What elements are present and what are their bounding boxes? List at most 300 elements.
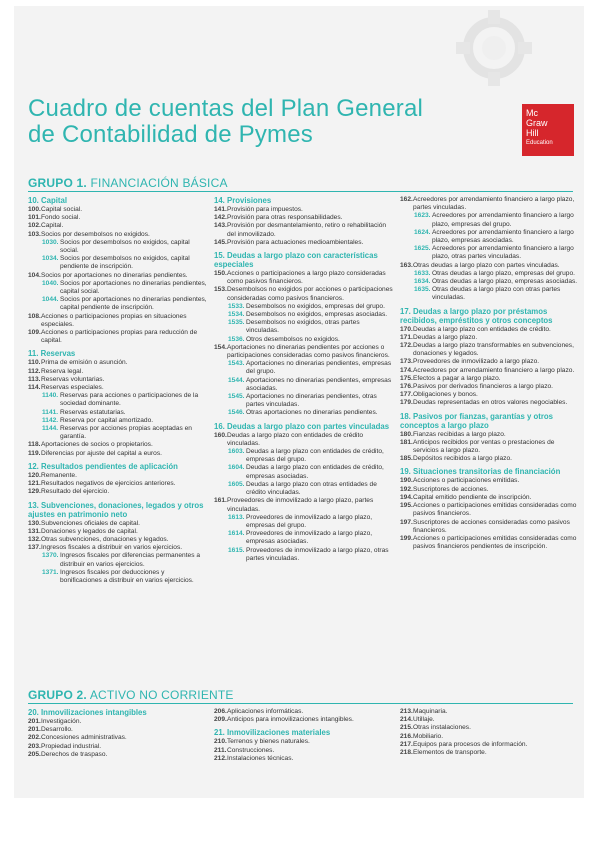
- account-description: Otras aportaciones no dinerarias pendientes.: [246, 409, 378, 417]
- account-item: [214, 286, 394, 302]
- account-description: Socios por aportaciones no dinerarias pendientes, capital pendiente de inscripción.: [60, 296, 207, 312]
- account-code: 172.: [400, 342, 413, 350]
- section-code: 20.: [28, 708, 42, 717]
- account-description: Desembolsos no exigidos, otras partes vinculadas.: [246, 319, 360, 335]
- subaccount-item: [214, 448, 394, 464]
- group-1-column-1: [28, 196, 208, 585]
- account-item: [28, 528, 208, 536]
- account-description: Aportaciones de socios o propietarios.: [41, 441, 153, 449]
- subaccount-item: [400, 245, 578, 261]
- group-1-name: FINANCIACIÓN BÁSICA: [90, 176, 228, 190]
- account-description: Investigación.: [41, 718, 82, 725]
- account-description: Desembolsos no exigidos, empresas del grupo.: [246, 302, 385, 310]
- account-code: 1635.: [414, 286, 431, 294]
- account-code: 216.: [400, 732, 413, 740]
- account-description: Ingresos fiscales a distribuir en varios ejercicios.: [41, 544, 183, 552]
- account-description: Acreedores por arrendamiento financiero a largo plazo, empresas asociadas.: [432, 228, 574, 245]
- account-item: [28, 384, 208, 392]
- section-code: 17.: [400, 306, 414, 316]
- account-item: [28, 214, 208, 222]
- group-2-column-1: [28, 708, 208, 759]
- account-item: [400, 716, 578, 724]
- account-code: 1623.: [414, 212, 431, 220]
- subaccount-item: [214, 319, 394, 335]
- account-description: Maquinaria.: [413, 708, 448, 715]
- account-item: [28, 536, 208, 544]
- account-description: Otras subvenciones, donaciones y legados.: [41, 535, 169, 543]
- subaccount-item: [28, 409, 208, 417]
- subaccount-item: [214, 377, 394, 393]
- account-description: Deudas a largo plazo con otras entidades de crédito vinculadas.: [246, 480, 377, 497]
- subaccount-item: [400, 286, 578, 302]
- account-description: Capital emitido pendiente de inscripción.: [413, 493, 532, 501]
- section-code: 16.: [214, 421, 228, 431]
- account-item: [400, 502, 578, 518]
- account-code: 101.: [28, 214, 41, 222]
- account-code: 1613.: [228, 513, 245, 521]
- account-item: [28, 222, 208, 230]
- account-description: Proveedores de inmovilizado a largo plazo.: [413, 358, 540, 366]
- account-code: 217.: [400, 740, 413, 748]
- account-description: Socios por desembolsos no exigidos, capital social.: [60, 238, 190, 255]
- account-code: 1543.: [228, 360, 245, 368]
- section-heading: [28, 196, 208, 205]
- account-item: [28, 520, 208, 528]
- account-description: Socios por aportaciones no dinerarias pendientes, capital social.: [60, 279, 207, 296]
- account-code: 202.: [28, 734, 41, 742]
- account-code: 212.: [214, 754, 227, 762]
- account-description: Subvenciones oficiales de capital.: [41, 519, 140, 527]
- account-item: [28, 368, 208, 376]
- account-code: 176.: [400, 383, 413, 391]
- title-line-1: Cuadro de cuentas del Plan General: [28, 95, 424, 122]
- account-description: Ingresos fiscales por diferencias permanentes a distribuir en varios ejercicios.: [60, 552, 201, 568]
- account-item: [400, 733, 578, 741]
- account-item: [28, 726, 208, 734]
- section-code: 15.: [214, 251, 228, 261]
- section-code: 12.: [28, 461, 42, 471]
- account-description: Aplicaciones informáticas.: [227, 708, 304, 715]
- account-description: Deudas a largo plazo transformables en subvenciones, donaciones y legados.: [413, 342, 574, 358]
- account-description: Socios por desembolsos no exigidos, capital pendiente de inscripción.: [60, 255, 190, 271]
- account-code: 1624.: [414, 228, 431, 236]
- account-code: 118.: [28, 441, 41, 449]
- section-title: Subvenciones, donaciones, legados y otros ajustes en patrimonio neto: [28, 500, 204, 519]
- subaccount-item: [400, 270, 578, 278]
- account-code: 1603.: [228, 448, 245, 456]
- section-code: 14.: [214, 196, 228, 205]
- account-code: 153.: [214, 286, 227, 294]
- account-item: [400, 486, 578, 494]
- group-2-divider: [28, 703, 573, 704]
- group-2-heading: [28, 688, 234, 702]
- subaccount-item: [214, 360, 394, 376]
- account-description: Fondo social.: [41, 214, 81, 222]
- account-description: Ingresos fiscales por deducciones y bonificaciones a distribuir en varios ejercicios.: [60, 568, 194, 584]
- account-code: 1040.: [42, 279, 59, 287]
- subaccount-item: [214, 409, 394, 417]
- account-item: [28, 544, 208, 552]
- account-code: 1034.: [42, 255, 59, 263]
- group-2-column-2: [214, 708, 394, 763]
- group-1-column-3: [400, 196, 578, 551]
- account-description: Deudas a largo plazo con entidades de crédito vinculadas.: [227, 431, 363, 447]
- account-item: [214, 206, 394, 214]
- account-item: [400, 383, 578, 391]
- section-title: Resultados pendientes de aplicación: [41, 461, 178, 471]
- account-code: 1633.: [414, 269, 431, 277]
- account-code: 1141.: [42, 408, 59, 416]
- account-item: [400, 334, 578, 342]
- subaccount-item: [214, 303, 394, 311]
- account-code: 175.: [400, 374, 413, 382]
- account-item: [28, 441, 208, 449]
- account-item: [400, 431, 578, 439]
- account-description: Pasivos por derivados financieros a largo plazo.: [413, 383, 554, 391]
- account-item: [214, 738, 394, 746]
- account-code: 142.: [214, 214, 227, 222]
- section-heading: [214, 422, 394, 431]
- account-description: Deudas a largo plazo con entidades de crédito.: [413, 325, 551, 333]
- account-item: [28, 231, 208, 239]
- title-line-2: de Contabilidad de Pymes: [28, 121, 313, 148]
- section-title: Deudas a largo plazo por préstamos recibidos, empréstitos y otros conceptos: [400, 306, 553, 325]
- account-code: 104.: [28, 271, 41, 279]
- account-item: [400, 519, 578, 535]
- account-description: Otras deudas a largo plazo, empresas asociadas.: [432, 278, 578, 286]
- subaccount-item: [28, 552, 208, 568]
- document-sheet: [14, 6, 584, 798]
- account-description: Reservas estatutarias.: [60, 408, 126, 416]
- account-code: 113.: [28, 375, 41, 383]
- account-description: Terrenos y bienes naturales.: [227, 738, 310, 746]
- account-description: Prima de emisión o asunción.: [41, 359, 128, 367]
- account-code: 120.: [28, 471, 41, 479]
- account-description: Desembolsos no exigidos, empresas asociadas.: [246, 311, 388, 319]
- account-description: Acciones o participaciones a largo plazo consideradas como pasivos financieros.: [227, 270, 386, 286]
- account-code: 205.: [28, 750, 41, 758]
- account-code: 1142.: [42, 416, 59, 424]
- account-code: 145.: [214, 238, 227, 246]
- section-heading: [400, 412, 578, 430]
- account-code: 102.: [28, 222, 41, 230]
- account-description: Reservas para acciones o participaciones de la sociedad dominante.: [60, 392, 199, 408]
- subaccount-item: [28, 392, 208, 408]
- account-code: 1536.: [228, 335, 245, 343]
- account-description: Capital social.: [41, 206, 83, 213]
- account-description: Proveedores de inmovilizado a largo plazo, otras partes vinculadas.: [246, 546, 389, 562]
- account-item: [400, 375, 578, 383]
- account-code: 215.: [400, 724, 413, 732]
- account-item: [28, 751, 208, 759]
- account-description: Desembolsos no exigidos por acciones o participaciones consideradas como pasivos financieros.: [227, 286, 393, 302]
- account-code: 195.: [400, 502, 413, 510]
- account-code: 174.: [400, 366, 413, 374]
- account-code: 1030.: [42, 238, 59, 246]
- account-item: [28, 488, 208, 496]
- account-description: Derechos de traspaso.: [41, 750, 108, 758]
- account-code: 192.: [400, 485, 413, 493]
- subaccount-item: [214, 530, 394, 546]
- section-code: 19.: [400, 467, 414, 477]
- account-description: Acreedores por arrendamiento financiero a largo plazo, empresas del grupo.: [432, 212, 574, 228]
- account-item: [28, 734, 208, 742]
- account-description: Anticipos recibidos por ventas o prestaciones de servicios a largo plazo.: [413, 438, 555, 455]
- account-item: [28, 376, 208, 384]
- account-item: [400, 358, 578, 366]
- account-description: Resultado del ejercicio.: [41, 488, 110, 496]
- account-item: [28, 743, 208, 751]
- account-code: 194.: [400, 493, 413, 501]
- account-code: 132.: [28, 535, 41, 543]
- account-code: 150.: [214, 270, 227, 278]
- subaccount-item: [400, 212, 578, 228]
- account-code: 1625.: [414, 245, 431, 253]
- account-code: 179.: [400, 399, 413, 407]
- section-code: 11.: [28, 349, 41, 359]
- subaccount-item: [28, 239, 208, 255]
- account-code: 209.: [214, 716, 227, 724]
- account-item: [28, 206, 208, 214]
- account-code: 1144.: [42, 425, 59, 433]
- section-title: Deudas a largo plazo con partes vinculadas: [227, 421, 390, 431]
- account-description: Provisión para actuaciones medioambientales.: [227, 238, 364, 246]
- section-title: Inmovilizaciones materiales: [227, 728, 331, 738]
- subaccount-item: [28, 417, 208, 425]
- account-code: 1533.: [228, 302, 245, 310]
- account-code: 1615.: [228, 546, 245, 554]
- account-code: 109.: [28, 329, 41, 337]
- section-heading: [28, 349, 208, 358]
- subaccount-item: [214, 481, 394, 497]
- account-code: 130.: [28, 519, 41, 527]
- account-description: Proveedores de inmovilizado a largo plazo, partes vinculadas.: [227, 497, 374, 513]
- account-description: Aportaciones no dinerarias pendientes, empresas del grupo.: [246, 360, 392, 376]
- account-code: 171.: [400, 333, 413, 341]
- account-description: Aportaciones no dinerarias pendientes, otras partes vinculadas.: [246, 393, 377, 409]
- account-description: Depósitos recibidos a largo plazo.: [413, 455, 512, 463]
- account-description: Reserva legal.: [41, 367, 84, 375]
- account-code: 185.: [400, 455, 413, 463]
- account-description: Mobiliario.: [413, 732, 444, 740]
- account-item: [214, 239, 394, 247]
- account-item: [214, 708, 394, 716]
- account-code: 1604.: [228, 464, 245, 472]
- account-code: 131.: [28, 527, 41, 535]
- account-item: [400, 535, 578, 551]
- account-description: Provisión por desmantelamiento, retiro o rehabilitación del inmovilizado.: [227, 222, 387, 238]
- section-title: Reservas: [40, 349, 76, 359]
- section-heading: [28, 708, 208, 717]
- section-code: 13.: [28, 500, 42, 510]
- account-item: [400, 708, 578, 716]
- account-description: Obligaciones y bonos.: [413, 391, 478, 399]
- account-code: 190.: [400, 477, 413, 485]
- section-code: 10.: [28, 196, 42, 205]
- account-code: 1545.: [228, 393, 245, 401]
- subaccount-item: [214, 547, 394, 563]
- account-description: Deudas a largo plazo.: [413, 333, 478, 341]
- account-item: [214, 755, 394, 763]
- account-description: Acciones o participaciones emitidas consideradas como pasivos financieros.: [413, 502, 577, 518]
- account-description: Acreedores por arrendamiento financiero a largo plazo.: [413, 366, 575, 374]
- subaccount-item: [400, 229, 578, 245]
- account-description: Otras deudas a largo plazo con partes vinculadas.: [413, 261, 560, 269]
- account-code: 218.: [400, 749, 413, 757]
- account-item: [400, 455, 578, 463]
- section-title: Inmovilizaciones intangibles: [41, 708, 147, 717]
- account-code: 161.: [214, 497, 227, 505]
- account-code: 114.: [28, 384, 41, 392]
- account-code: 1614.: [228, 530, 245, 538]
- account-code: 1535.: [228, 319, 245, 327]
- subaccount-item: [214, 336, 394, 344]
- account-description: Anticipos para inmovilizaciones intangibles.: [227, 716, 354, 724]
- account-code: 162.: [400, 196, 413, 203]
- account-description: Otras deudas a largo plazo, empresas del grupo.: [432, 269, 575, 277]
- account-item: [214, 270, 394, 286]
- group-1-divider: [28, 191, 573, 192]
- account-description: Capital.: [41, 222, 64, 230]
- group-1-heading: [28, 176, 228, 190]
- account-description: Reserva por capital amortizado.: [60, 416, 154, 424]
- account-description: Remanente.: [41, 471, 77, 479]
- account-item: [400, 724, 578, 732]
- account-description: Deudas representadas en otros valores negociables.: [413, 399, 568, 407]
- account-code: 1044.: [42, 296, 59, 304]
- account-code: 154.: [214, 343, 227, 351]
- account-code: 1370.: [42, 552, 59, 560]
- account-code: 119.: [28, 449, 41, 457]
- group-1-column-2: [214, 196, 394, 563]
- section-title: Deudas a largo plazo con características especiales: [214, 251, 378, 270]
- group-2-name: ACTIVO NO CORRIENTE: [89, 688, 234, 702]
- account-description: Instalaciones técnicas.: [227, 754, 294, 762]
- subaccount-item: [28, 569, 208, 585]
- mcgraw-hill-logo: Mc Graw Hill Education: [522, 104, 574, 156]
- account-description: Donaciones y legados de capital.: [41, 527, 138, 535]
- account-description: Proveedores de inmovilizado a largo plazo, empresas del grupo.: [246, 513, 373, 529]
- account-code: 170.: [400, 325, 413, 333]
- account-code: 181.: [400, 438, 413, 446]
- account-code: 100.: [28, 206, 41, 213]
- account-description: Resultados negativos de ejercicios anteriores.: [41, 480, 176, 488]
- account-item: [400, 439, 578, 455]
- account-code: 180.: [400, 430, 413, 438]
- account-description: Propiedad industrial.: [41, 742, 102, 750]
- account-item: [28, 450, 208, 458]
- account-description: Otros desembolsos no exigidos.: [246, 335, 340, 343]
- account-item: [28, 329, 208, 345]
- account-item: [400, 399, 578, 407]
- account-code: 163.: [400, 261, 413, 269]
- account-description: Provisión para otras responsabilidades.: [227, 214, 343, 222]
- account-description: Elementos de transporte.: [413, 749, 487, 757]
- account-item: [28, 472, 208, 480]
- section-code: 18.: [400, 411, 414, 421]
- account-description: Otras deudas a largo plazo con otras partes vinculadas.: [432, 286, 561, 302]
- subaccount-item: [400, 278, 578, 286]
- account-code: 177.: [400, 391, 413, 399]
- account-code: 1140.: [42, 392, 59, 400]
- account-description: Construcciones.: [227, 746, 275, 754]
- account-code: 1371.: [42, 568, 59, 576]
- account-description: Equipos para procesos de información.: [413, 740, 528, 748]
- subaccount-item: [214, 311, 394, 319]
- account-item: [214, 214, 394, 222]
- account-description: Socios por desembolsos no exigidos.: [41, 230, 150, 238]
- account-item: [400, 196, 578, 212]
- account-code: 110.: [28, 359, 41, 367]
- account-item: [214, 716, 394, 724]
- subaccount-item: [28, 425, 208, 441]
- section-heading: [214, 728, 394, 737]
- account-description: Aportaciones no dinerarias pendientes por acciones o participaciones consideradas como pasivos financieros.: [227, 343, 390, 360]
- account-code: 1634.: [414, 278, 431, 286]
- account-description: Proveedores de inmovilizado a largo plazo, empresas asociadas.: [246, 530, 373, 546]
- section-heading: [214, 251, 394, 269]
- account-item: [28, 313, 208, 329]
- account-code: 210.: [214, 738, 227, 746]
- account-description: Deudas a largo plazo con entidades de crédito, empresas del grupo.: [246, 448, 384, 464]
- account-item: [400, 391, 578, 399]
- account-description: Aportaciones no dinerarias pendientes, empresas asociadas.: [246, 376, 392, 392]
- account-code: 1546.: [228, 409, 245, 417]
- account-code: 108.: [28, 312, 41, 320]
- gear-icon: [434, 10, 554, 100]
- account-description: Acreedores por arrendamiento financiero a largo plazo, otras partes vinculadas.: [432, 245, 574, 261]
- subaccount-item: [28, 255, 208, 271]
- account-description: Suscriptores de acciones consideradas como pasivos financieros.: [413, 518, 570, 534]
- account-item: [214, 344, 394, 360]
- account-code: 206.: [214, 708, 227, 715]
- section-title: Capital: [41, 196, 68, 205]
- account-code: 1605.: [228, 480, 245, 488]
- account-description: Acciones o participaciones emitidas.: [413, 477, 520, 485]
- group-2-number: GRUPO 2.: [28, 688, 87, 702]
- section-title: Situaciones transitorias de financiación: [413, 467, 561, 477]
- section-code: 21.: [214, 728, 228, 738]
- account-description: Deudas a largo plazo con entidades de crédito, empresas asociadas.: [246, 464, 384, 480]
- section-heading: [400, 467, 578, 476]
- account-code: 197.: [400, 518, 413, 526]
- account-description: Utillaje.: [413, 716, 435, 724]
- account-description: Reservas especiales.: [41, 384, 104, 392]
- subaccount-item: [214, 514, 394, 530]
- account-code: 143.: [214, 222, 227, 230]
- account-code: 201.: [28, 726, 41, 734]
- account-code: 160.: [214, 431, 227, 439]
- account-description: Reservas por acciones propias aceptadas en garantía.: [60, 425, 192, 441]
- subaccount-item: [214, 464, 394, 480]
- section-title: Provisiones: [227, 196, 272, 205]
- account-code: 173.: [400, 358, 413, 366]
- group-2-column-3: [400, 708, 578, 757]
- account-description: Acciones o participaciones propias para reducción de capital.: [41, 329, 198, 345]
- subaccount-item: [214, 393, 394, 409]
- account-description: Concesiones administrativas.: [41, 734, 127, 742]
- account-code: 137.: [28, 544, 41, 552]
- account-code: 203.: [28, 742, 41, 750]
- account-description: Diferencias por ajuste del capital a euros.: [41, 449, 162, 457]
- account-item: [28, 359, 208, 367]
- account-item: [28, 480, 208, 488]
- subaccount-item: [28, 296, 208, 312]
- account-item: [214, 497, 394, 513]
- account-code: 1544.: [228, 376, 245, 384]
- account-item: [400, 477, 578, 485]
- account-code: 201.: [28, 718, 41, 725]
